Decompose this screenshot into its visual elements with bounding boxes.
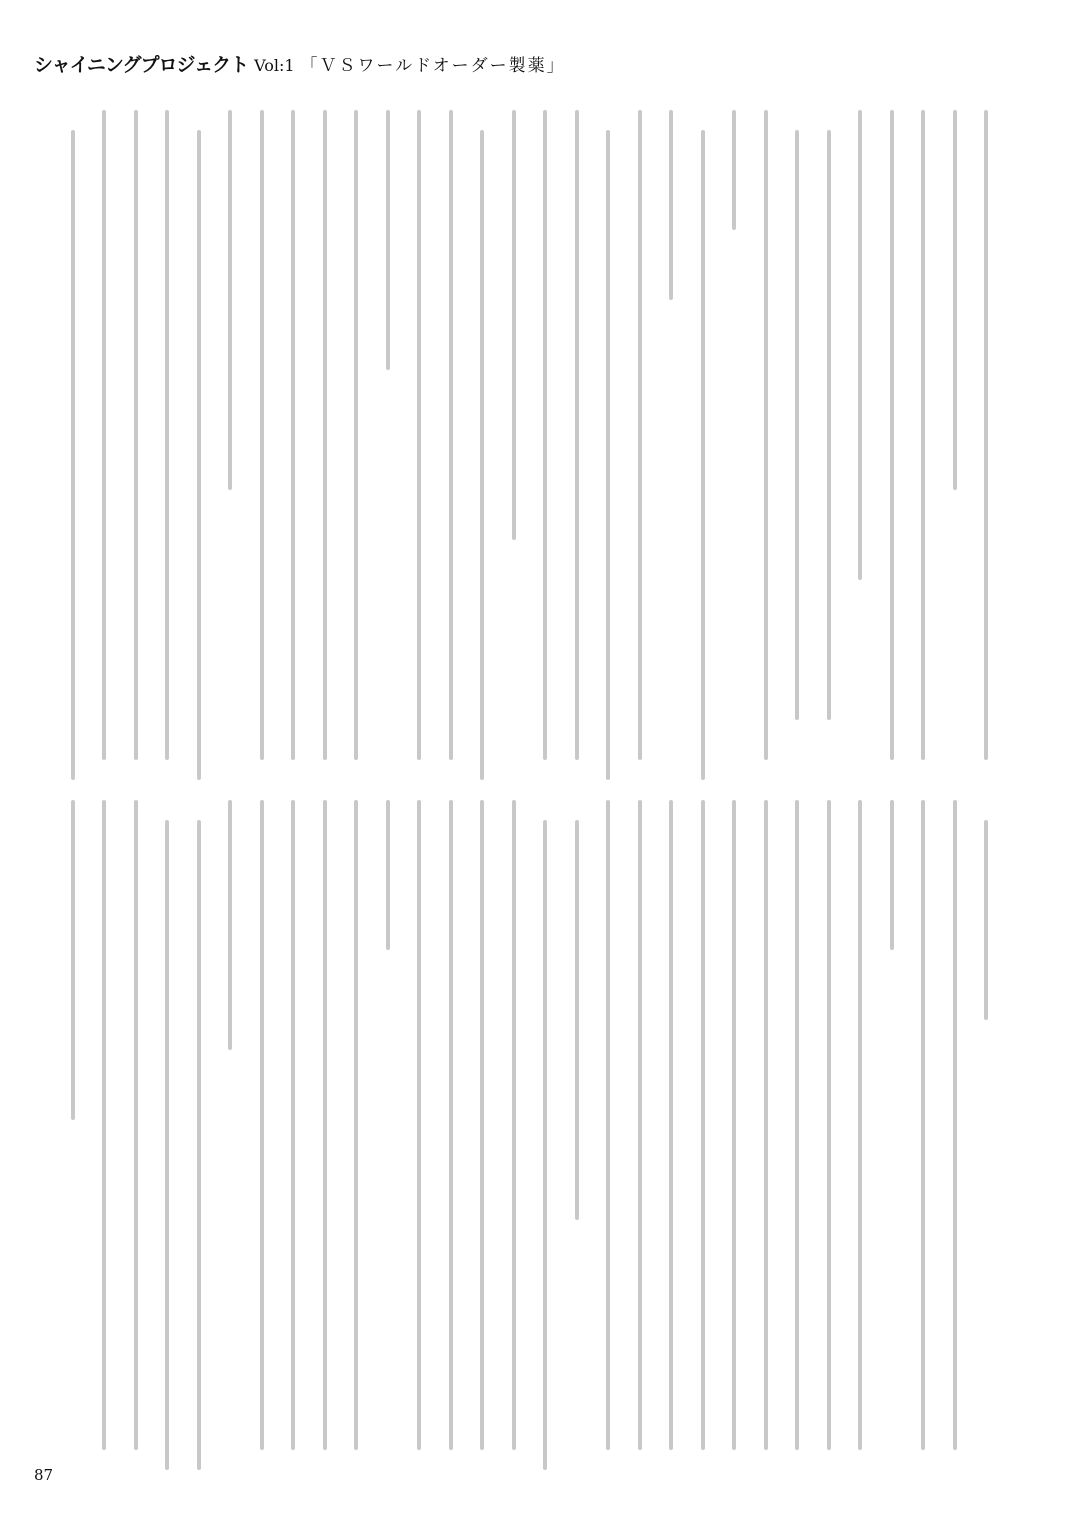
text-column-placeholder — [764, 800, 768, 1450]
text-column-placeholder — [197, 130, 201, 780]
text-column-placeholder — [291, 800, 295, 1450]
text-column-placeholder — [984, 110, 988, 760]
chapter-title: 「ＶＳワールドオーダー製薬」 — [300, 56, 566, 76]
text-column-placeholder — [953, 110, 957, 490]
text-column-placeholder — [291, 110, 295, 760]
text-column-placeholder — [165, 820, 169, 1470]
text-block-lower — [60, 800, 1000, 1460]
text-column-placeholder — [134, 110, 138, 760]
text-column-placeholder — [764, 110, 768, 760]
text-column-placeholder — [480, 130, 484, 780]
text-column-placeholder — [449, 110, 453, 760]
text-column-placeholder — [228, 800, 232, 1050]
text-column-placeholder — [417, 800, 421, 1450]
text-column-placeholder — [102, 800, 106, 1450]
text-column-placeholder — [354, 800, 358, 1450]
text-column-placeholder — [480, 800, 484, 1450]
text-column-placeholder — [417, 110, 421, 760]
text-column-placeholder — [386, 800, 390, 950]
text-column-placeholder — [354, 110, 358, 760]
text-column-placeholder — [669, 110, 673, 300]
running-header — [34, 50, 566, 77]
text-column-placeholder — [953, 800, 957, 1450]
text-column-placeholder — [669, 800, 673, 1450]
text-column-placeholder — [575, 110, 579, 760]
text-column-placeholder — [701, 800, 705, 1450]
text-column-placeholder — [732, 800, 736, 1450]
text-column-placeholder — [795, 130, 799, 720]
text-column-placeholder — [228, 110, 232, 490]
text-column-placeholder — [386, 110, 390, 370]
text-column-placeholder — [858, 110, 862, 580]
text-column-placeholder — [512, 800, 516, 1450]
text-column-placeholder — [827, 130, 831, 720]
text-column-placeholder — [921, 800, 925, 1450]
text-column-placeholder — [701, 130, 705, 780]
text-column-placeholder — [260, 800, 264, 1450]
text-column-placeholder — [921, 110, 925, 760]
text-column-placeholder — [638, 800, 642, 1450]
text-column-placeholder — [323, 110, 327, 760]
text-column-placeholder — [260, 110, 264, 760]
text-column-placeholder — [134, 800, 138, 1450]
text-column-placeholder — [984, 820, 988, 1020]
text-column-placeholder — [732, 110, 736, 230]
text-column-placeholder — [890, 110, 894, 760]
text-column-placeholder — [512, 110, 516, 540]
text-column-placeholder — [102, 110, 106, 760]
text-column-placeholder — [71, 130, 75, 780]
series-title: シャイニングプロジェクト — [34, 54, 249, 76]
text-column-placeholder — [827, 800, 831, 1450]
text-column-placeholder — [71, 800, 75, 1120]
page-number: 87 — [34, 1466, 54, 1484]
text-column-placeholder — [890, 800, 894, 950]
text-column-placeholder — [543, 820, 547, 1470]
text-column-placeholder — [606, 130, 610, 780]
text-column-placeholder — [575, 820, 579, 1220]
text-column-placeholder — [197, 820, 201, 1470]
volume-label: Vol:1 — [254, 56, 295, 75]
text-column-placeholder — [606, 800, 610, 1450]
text-column-placeholder — [795, 800, 799, 1450]
text-column-placeholder — [323, 800, 327, 1450]
text-column-placeholder — [165, 110, 169, 760]
text-column-placeholder — [449, 800, 453, 1450]
text-column-placeholder — [858, 800, 862, 1450]
text-block-upper — [60, 110, 1000, 770]
text-column-placeholder — [638, 110, 642, 760]
text-column-placeholder — [543, 110, 547, 760]
